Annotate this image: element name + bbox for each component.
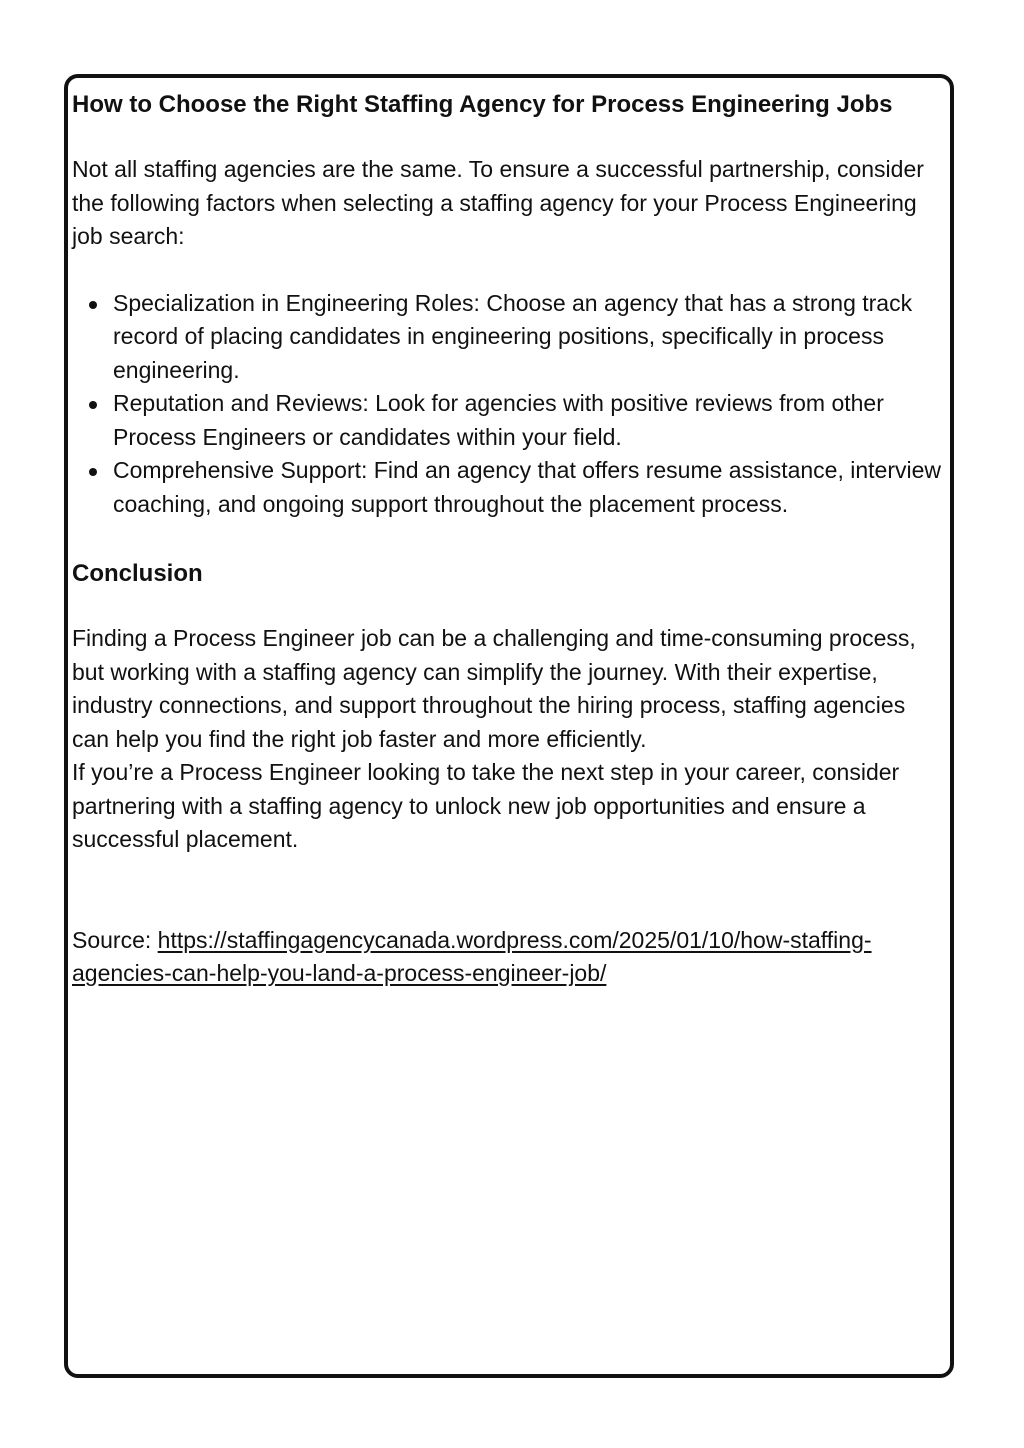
list-item [113,387,944,454]
source-label: Source: [72,926,158,953]
document-title: How to Choose the Right Staffing Agency for Process Engineering Jobs [72,91,893,118]
source-link[interactable]: https://staffingagencycanada.wordpress.com/2025/01/10/how-staffing-agencies-can-help-you-land-a-process-engineer-job/ [72,926,872,986]
list-item-text: Comprehensive Support: Find an agency that offers resume assistance, interview coaching, and ongoing support throughout the placement process. [113,457,941,517]
list-item-text: Reputation and Reviews: Look for agencies with positive reviews from other Process Engineers or candidates within your field. [113,390,884,450]
conclusion-paragraph: Finding a Process Engineer job can be a challenging and time-consuming process, but working with a staffing agency can simplify the journey. With their expertise, industry connections, and support throughout the hiring process, staffing agencies can help you find the right job faster and more efficiently. [72,625,916,752]
bullet-icon [89,401,97,409]
list-item [113,287,944,388]
intro-paragraph: Not all staffing agencies are the same. To ensure a successful partnership, consider the following factors when selecting a staffing agency for your Process Engineering job search: [72,156,924,249]
list-item [113,454,944,521]
bullet-icon [89,468,97,476]
document-content [72,86,944,1014]
source-citation [72,924,944,991]
bullet-icon [89,301,97,309]
conclusion-heading: Conclusion [72,560,203,587]
factor-list [72,287,944,522]
conclusion-paragraph: If you’re a Process Engineer looking to take the next step in your career, consider partnering with a staffing agency to unlock new job opportunities and ensure a successful placement. [72,759,900,852]
list-item-text: Specialization in Engineering Roles: Choose an agency that has a strong track record of placing candidates in engineering positions, specifically in process engineering. [113,289,913,383]
